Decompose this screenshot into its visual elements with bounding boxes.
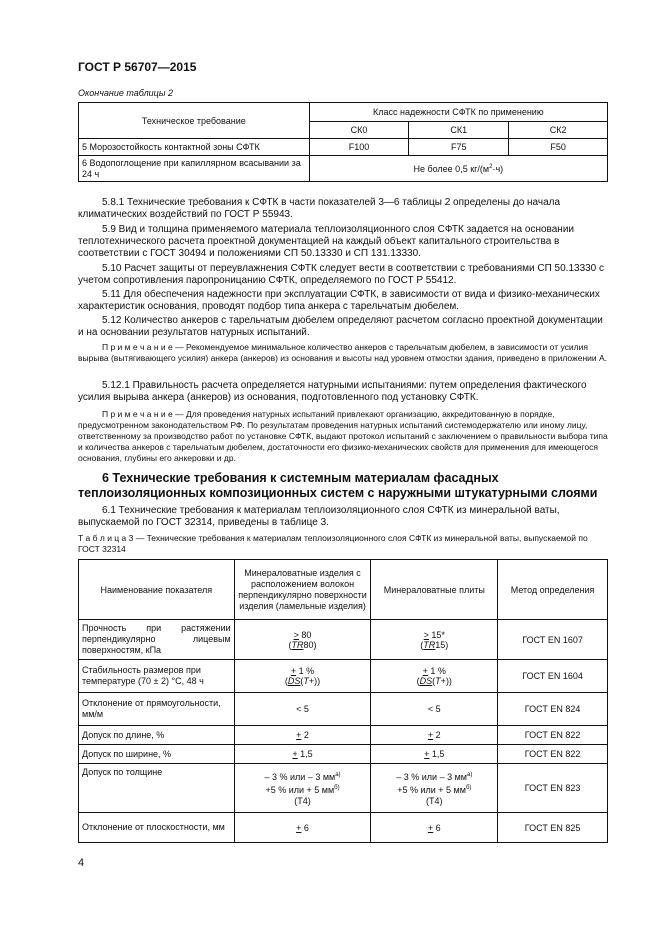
table3-row-plates: – 3 % или – 3 $мм^{а)}$ +5 % или + 5 $мм^{б)}$ (T4): [371, 764, 498, 813]
table3-row-method: ГОСТ EN 1604: [498, 660, 608, 693]
table2-row5-label: 5 Морозостойкость контактной зоны СФТК: [79, 139, 310, 156]
table2-row6-value: Не более 0,5 $кг/(м^2\cdot ч)$: [309, 156, 607, 182]
paragraph-5-11: 5.11 Для обеспечения надежности при эксплуатации СФТК, в зависимости от вида и физико-механических характеристик основания, проводят подбор типа анкера с тарельчатым дюбелем.: [78, 289, 600, 312]
section-6-title: 6 Технические требования к системным материалам фасадных теплоизоляционных композиционных систем с наружными штукатурными слоями: [78, 471, 598, 500]
table3-row-lamella: > 80 (TR80): [234, 620, 371, 660]
table-continuation-label: Окончание таблицы 2: [78, 88, 173, 98]
table3-row-name: Допуск по ширине, %: [79, 745, 235, 764]
standard-header: ГОСТ Р 56707—2015: [78, 60, 197, 74]
table3-row-lamella: – 3 % или – 3 $мм^{а)}$ +5 % или + 5 $мм^{б)}$ (T4): [234, 764, 371, 813]
table3-row-method: ГОСТ EN 1607: [498, 620, 608, 660]
table3-row-method: ГОСТ EN 822: [498, 745, 608, 764]
note-1: П р и м е ч а н и е — Рекомендуемое минимальное количество анкеров с тарельчатым дюбелем, в зависимости от усилия вырыва (вытягивающего усилия) анкера (анкеров) из основания и высоты над уровнем отмостки здания, приведено в приложении А.: [78, 342, 608, 363]
table2-header-class: Класс надежности СФТК по применению: [309, 103, 607, 122]
table2-row6-label: 6 Водопоглощение при капиллярном всасывании за 24 ч: [79, 156, 310, 182]
table3-row-plates: + 1,5: [371, 745, 498, 764]
paragraph-5-12: 5.12 Количество анкеров с тарельчатым дюбелем определяют расчетом согласно проектной документации и на основании результатов натурных испытаний.: [78, 315, 603, 338]
table3-header-lamella: Минераловатные изделия с расположением волокон перпендикулярно поверхности изделия (ламельные изделия): [234, 560, 371, 620]
table3-caption: Т а б л и ц а 3 — Технические требования к материалам теплоизоляционного слоя СФТК из минеральной ваты, выпускаемой по ГОСТ 32314: [78, 533, 588, 554]
table3-row-name: Допуск по толщине: [79, 764, 235, 813]
table3-row-name: Стабильность размеров при температуре (70 ± 2) °С, 48 ч: [79, 660, 235, 693]
note-2: П р и м е ч а н и е — Для проведения натурных испытаний привлекают организацию, аккредитованную в порядке, предусмотренном законодательством РФ. По результатам проведения натурных испытаний системодержателю или иному лицу, ответственному за производство работ по установке СФТК, выдают протокол испытаний с заключением о правильности выбора типа и количества анкеров с тарельчатым дюбелем, достаточности его физико-механических свойств для применения для имеющегося основания, глубины его анкеровки и др.: [78, 409, 608, 463]
table3-header-method: Метод определения: [498, 560, 608, 620]
table2-row5-ck0: F100: [309, 139, 409, 156]
table3-row-name: Прочность при растяжении перпендикулярно лицевым поверхностям, кПа: [79, 620, 235, 660]
table2-class-ck2: СК2: [509, 122, 608, 139]
table3-row-lamella: + 6: [234, 813, 371, 843]
table3-row-plates: > 15* (TR15): [371, 620, 498, 660]
table3-row-method: ГОСТ EN 823: [498, 764, 608, 813]
table3-row-method: ГОСТ EN 822: [498, 726, 608, 745]
table3-row-plates: + 6: [371, 813, 498, 843]
table2-row5-ck1: F75: [409, 139, 509, 156]
table3-row-lamella: + 1,5: [234, 745, 371, 764]
table3-header-plates: Минераловатные плиты: [371, 560, 498, 620]
table3-header-name: Наименование показателя: [79, 560, 235, 620]
paragraph-5-10: 5.10 Расчет защиты от переувлажнения СФТК следует вести в соответствии с требованиями СП 50.13330 с учетом сопротивления паропроницанию СФТК, определяемого по ГОСТ Р 55412.: [78, 263, 605, 286]
table3-row-lamella: + 2: [234, 726, 371, 745]
paragraph-5-8-1: 5.8.1 Технические требования к СФТК в части показателей 3—6 таблицы 2 определены до начала климатических воздействий по ГОСТ Р 55943.: [78, 197, 561, 220]
table2-class-ck0: СК0: [309, 122, 409, 139]
table-2: [78, 102, 608, 182]
paragraph-5-9: 5.9 Вид и толщина применяемого материала теплоизоляционного слоя СФТК задается на основании теплотехнического расчета проектной документацией на каждый объект капитального строительства в соответствии с ГОСТ 30494 и положениями СП 50.13330 и СП 131.13330.: [78, 224, 574, 259]
page-number: 4: [78, 857, 85, 869]
table3-row-plates: + 2: [371, 726, 498, 745]
table3-row-plates: < 5: [371, 693, 498, 726]
table2-header-requirement: Техническое требование: [79, 103, 310, 139]
table3-row-method: ГОСТ EN 825: [498, 813, 608, 843]
table3-row-plates: + 1 % (DS(T+)): [371, 660, 498, 693]
table3-row-name: Отклонение от прямоугольности, мм/м: [79, 693, 235, 726]
table2-class-ck1: СК1: [409, 122, 509, 139]
paragraph-5-12-1: 5.12.1 Правильность расчета определяется натурными испытаниями: путем определения фактического усилия вырыва анкера (анкеров) из основания, подготовленного под установку СФТК.: [78, 380, 587, 403]
table3-row-name: Отклонение от плоскостности, мм: [79, 813, 235, 843]
table2-row5-ck2: F50: [509, 139, 608, 156]
table3-row-method: ГОСТ EN 824: [498, 693, 608, 726]
table3-row-name: Допуск по длине, %: [79, 726, 235, 745]
table-3: [78, 559, 608, 843]
paragraph-6-1: 6.1 Технические требования к материалам теплоизоляционного слоя СФТК из минеральной ваты, выпускаемой по ГОСТ 32314, приведены в таблице 3.: [78, 505, 560, 528]
table3-row-lamella: < 5: [234, 693, 371, 726]
table3-row-lamella: + 1 % (DS(T+)): [234, 660, 371, 693]
